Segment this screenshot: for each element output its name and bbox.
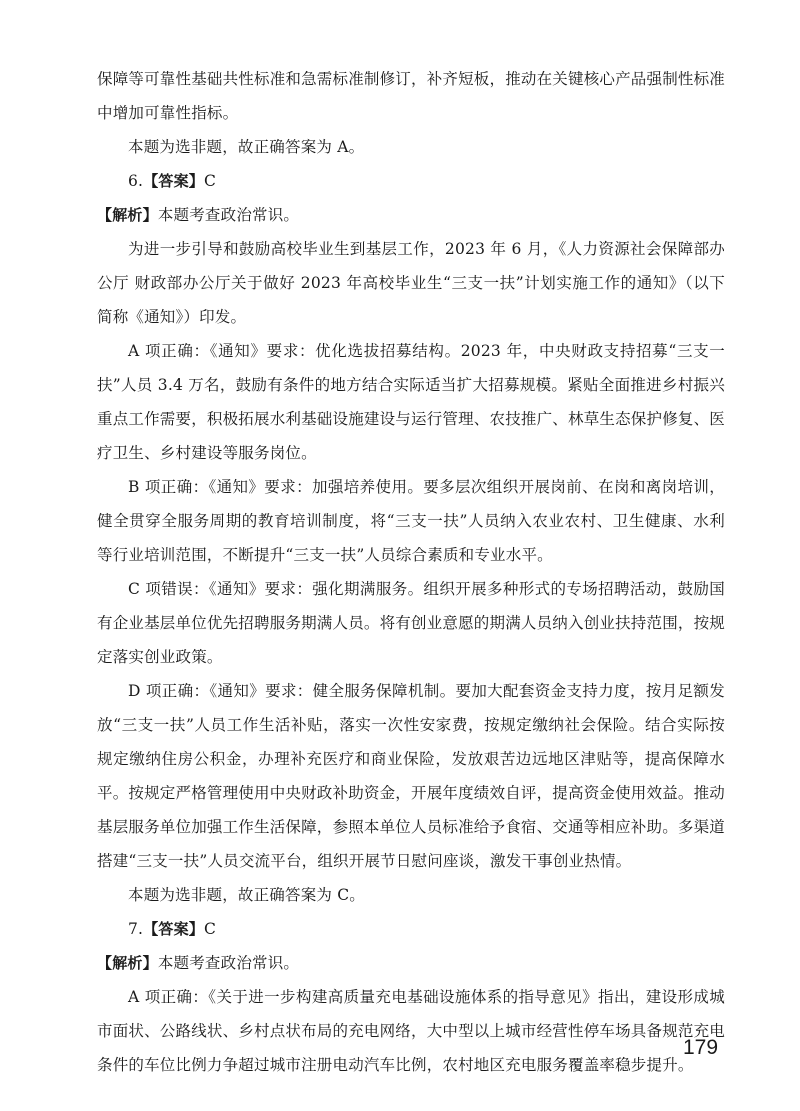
analysis-line-q7 xyxy=(97,946,725,980)
analysis-line-q6 xyxy=(97,198,725,232)
paragraph-conclusion-q6: 本题为选非题，故正确答案为 C。 xyxy=(128,886,365,904)
answer-tag: 【答案】 xyxy=(143,920,205,938)
page-content xyxy=(97,62,725,1082)
answer-line-q7 xyxy=(97,912,725,946)
paragraph-continuation: 保障等可靠性基础共性标准和急需标准制修订，补齐短板，推动在关键核心产品强制性标准中增加可靠性指标。 xyxy=(97,70,726,122)
answer-value: C xyxy=(204,172,217,190)
paragraph-option-a: A 项正确：《通知》要求：优化选拔招募结构。2023 年，中央财政支持招募“三支一扶”人员 3.4 万名，鼓励有条件的地方结合实际适当扩大招募规模。紧贴全面推进乡村振兴重点工作需要，积极拓展水利基础设施建设与运行管理、农技推广、林草生态保护修复、医疗卫生、乡村建设等服务岗位。 xyxy=(97,342,726,462)
analysis-text: 本题考查政治常识。 xyxy=(157,954,300,972)
analysis-tag: 【解析】 xyxy=(97,954,158,972)
paragraph-option-d: D 项正确：《通知》要求：健全服务保障机制。要加大配套资金支持力度，按月足额发放“三支一扶”人员工作生活补贴，落实一次性安家费，按规定缴纳社会保险。结合实际按规定缴纳住房公积金，办理补充医疗和商业保险，发放艰苦边远地区津贴等，提高保障水平。按规定严格管理使用中央财政补助资金，开展年度绩效自评，提高资金使用效益。推动基层服务单位加强工作生活保障，参照本单位人员标准给予食宿、交通等相应补助。多渠道搭建“三支一扶”人员交流平台，组织开展节日慰问座谈，激发干事创业热情。 xyxy=(97,682,726,870)
paragraph-option-c: C 项错误：《通知》要求：强化期满服务。组织开展多种形式的专场招聘活动，鼓励国有企业基层单位优先招聘服务期满人员。将有创业意愿的期满人员纳入创业扶持范围，按规定落实创业政策。 xyxy=(97,580,726,666)
analysis-text: 本题考查政治常识。 xyxy=(157,206,300,224)
answer-tag: 【答案】 xyxy=(143,172,205,190)
paragraph-background: 为进一步引导和鼓励高校毕业生到基层工作，2023 年 6 月，《人力资源社会保障部办公厅 财政部办公厅关于做好 2023 年高校毕业生“三支一扶”计划实施工作的通知》（以下简称《通知》）印发。 xyxy=(97,240,725,326)
analysis-tag: 【解析】 xyxy=(97,206,158,224)
paragraph-option-b: B 项正确：《通知》要求：加强培养使用。要多层次组织开展岗前、在岗和离岗培训，健全贯穿全服务周期的教育培训制度，将“三支一扶”人员纳入农业农村、卫生健康、水利等行业培训范围，不断提升“三支一扶”人员综合素质和专业水平。 xyxy=(97,478,725,564)
answer-line-q6 xyxy=(97,164,725,198)
paragraph-conclusion-q5: 本题为选非题，故正确答案为 A。 xyxy=(128,138,365,156)
question-number: 6. xyxy=(128,172,144,190)
paragraph-q7-option-a: A 项正确：《关于进一步构建高质量充电基础设施体系的指导意见》指出，建设形成城市面状、公路线状、乡村点状布局的充电网络，大中型以上城市经营性停车场具备规范充电条件的车位比例力争超过城市注册电动汽车比例，农村地区充电服务覆盖率稳步提升。 xyxy=(97,988,726,1074)
question-number: 7. xyxy=(128,920,144,938)
page-number: 179 xyxy=(683,1036,719,1059)
answer-value: C xyxy=(204,920,217,938)
